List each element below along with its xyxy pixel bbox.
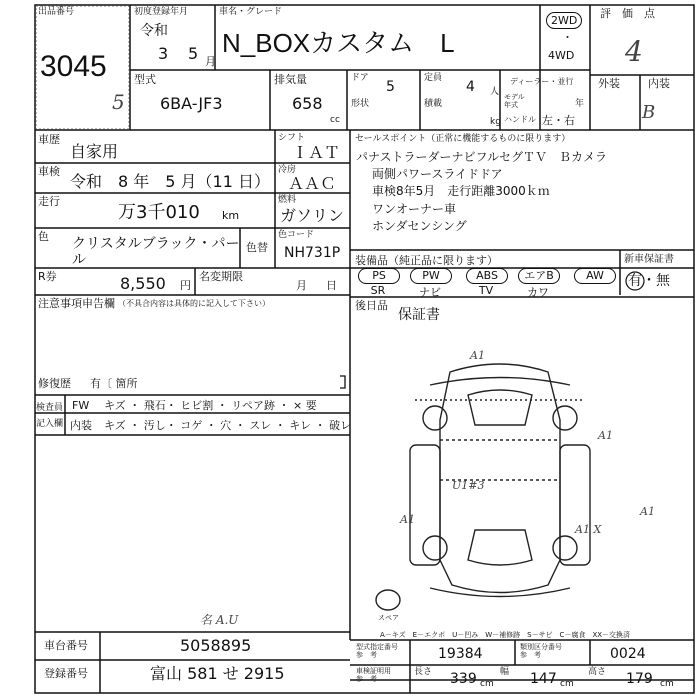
sales-point-line: 両側パワースライドドア	[372, 167, 503, 181]
doors-value: 5	[386, 79, 395, 95]
cert-label: 車検証明用 参 考	[356, 667, 391, 683]
shape-label: 形状	[351, 99, 370, 109]
displacement-label: 排気量	[274, 73, 307, 86]
damage-legend: A－キズ E－エクボ U－凹み W－補修跡 S－サビ C－腐食 XX－交換済	[380, 631, 631, 639]
lot-hand-mark: 5	[112, 90, 125, 114]
diagram-handwriting: 名 A.U	[200, 613, 239, 627]
capacity-unit: 人	[490, 87, 500, 97]
dealer-label: ディーラー・並行	[510, 77, 574, 86]
fuel-label: 燃料	[278, 195, 297, 205]
capacity-label: 定員	[424, 73, 443, 83]
inspector-fw-label: FW	[72, 399, 90, 412]
history-label: 車歴	[38, 133, 60, 146]
inspector-label-1: 検査員	[36, 403, 64, 413]
mileage-unit: km	[222, 209, 240, 222]
displacement-unit: cc	[330, 115, 340, 125]
height-value: 179	[626, 671, 653, 687]
grade-label: 車名・グレード	[219, 7, 283, 17]
equipment-tv: TV	[478, 284, 494, 297]
plate-label: 登録番号	[44, 667, 88, 680]
warranty-label: 新車保証書	[624, 254, 674, 265]
inspection-label: 車検	[38, 165, 60, 178]
equipment-pw: PW	[410, 268, 452, 284]
inspector-interior-row: キズ ・ 汚し・ コゲ ・ 穴 ・ スレ ・ キレ ・ 破レ	[104, 419, 352, 432]
length-unit: cm	[480, 679, 494, 689]
model-year-unit: 年	[575, 99, 585, 109]
load-unit: kg	[490, 117, 501, 127]
equipment-aw: AW	[574, 268, 616, 284]
color-code-value: NH731P	[284, 245, 341, 261]
width-unit: cm	[560, 679, 574, 689]
grade-value: N_BOXカスタム L	[222, 28, 455, 58]
diagram-spare-label: スペア	[378, 614, 399, 622]
repair-value: 有〔 箇所	[90, 377, 138, 390]
sales-points-label: セールスポイント（正常に機能するものに限ります）	[355, 134, 571, 144]
diagram-note: U1#3	[452, 479, 485, 492]
diagram-note: A1 X	[575, 523, 602, 536]
type-no-label: 型式指定番号 参 考	[356, 643, 398, 659]
width-value: 147	[530, 671, 557, 687]
drive-sep: ・	[562, 31, 573, 44]
equipment-leather: カワ	[527, 286, 549, 299]
diagram-wheel	[553, 536, 577, 560]
manual-expiry-label: 名変期限	[199, 270, 243, 283]
manual-expiry-month: 月	[296, 279, 307, 292]
exterior-label: 外装	[598, 77, 620, 90]
registration-era: 令和	[140, 23, 168, 39]
diagram-spare	[376, 590, 400, 610]
plate-value: 富山 581 せ 2915	[150, 664, 285, 683]
inspector-interior-label: 内装	[70, 419, 92, 432]
class-no-label: 類別区分番号 参 考	[520, 643, 562, 659]
manual-expiry-day: 日	[326, 279, 337, 292]
color-swap-label: 色替	[246, 241, 268, 254]
inspection-value: 令和 8 年 5 月（11 日）	[70, 172, 270, 191]
fuel-value: ガソリン	[280, 206, 345, 225]
diagram-note: A1	[470, 349, 485, 362]
height-unit: cm	[660, 679, 674, 689]
model-year-label: モデル 年式	[504, 93, 525, 109]
ac-label: 冷房	[278, 165, 297, 175]
recycle-value: 8,550	[120, 274, 166, 293]
equipment-sr: SR	[370, 284, 386, 297]
later-value: 保証書	[398, 307, 440, 323]
sales-point-line: ワンオーナー車	[372, 202, 457, 216]
sales-point-line: パナストラーダーナビフルセグＴＶ Ｂカメラ	[356, 150, 608, 164]
shift-label: シフト	[278, 133, 306, 143]
color-value: クリスタルブラック・パー ル	[72, 236, 240, 269]
diagram-windshield	[468, 390, 532, 425]
diagram-right-door	[560, 445, 590, 565]
sales-point-line: ホンダセンシング	[372, 219, 467, 233]
caution-note: （不具合内容は具体的に記入して下さい）	[118, 299, 270, 308]
recycle-unit: 円	[180, 279, 191, 292]
score-label: 評 価 点	[600, 7, 655, 20]
score-value: 4	[625, 35, 643, 68]
chassis-label: 車台番号	[44, 639, 88, 652]
registration-label: 初度登録年月	[134, 7, 189, 17]
drive-4wd: 4WD	[548, 49, 575, 62]
recycle-label: R券	[38, 270, 57, 283]
model-label: 型式	[134, 73, 156, 86]
warranty-value: 有・無	[628, 273, 670, 289]
sales-point-line: 車検8年5月 走行距離3000ｋｍ	[372, 184, 550, 198]
diagram-note: A1	[598, 429, 613, 442]
diagram-note: A1	[640, 505, 655, 518]
equipment-label: 装備品（純正品に限ります）	[355, 254, 498, 267]
load-label: 積載	[424, 99, 443, 109]
shift-value: ＩＡＴ	[292, 143, 341, 162]
doors-label: ドア	[351, 73, 369, 83]
drive-2wd: 2WD	[546, 12, 582, 29]
diagram-note: A1	[400, 513, 415, 526]
length-label: 長さ	[414, 667, 433, 677]
history-value: 自家用	[70, 142, 119, 161]
mileage-value: 万3千010	[118, 202, 200, 223]
lot-label: 出品番号	[38, 7, 75, 17]
equipment-abs: ABS	[466, 268, 508, 284]
interior-label: 内装	[648, 77, 670, 90]
color-code-label: 色コード	[278, 230, 315, 240]
handle-label: ハンドル	[504, 115, 536, 124]
equipment-ps: PS	[358, 268, 400, 284]
diagram-rear-window	[468, 530, 532, 565]
capacity-value: 4	[466, 79, 475, 95]
lot-number: 3045	[40, 50, 107, 83]
height-label: 高さ	[588, 667, 607, 677]
caution-label: 注意事項申告欄	[38, 297, 115, 310]
model-value: 6BA-JF3	[160, 94, 223, 113]
mileage-label: 走行	[38, 195, 60, 208]
diagram-wheel	[423, 536, 447, 560]
registration-year: 3	[158, 44, 169, 63]
inspector-fw-row: キズ ・ 飛石・ ヒビ割 ・ リペア跡 ・ × 要	[104, 399, 317, 412]
class-no-value: 0024	[610, 646, 646, 662]
registration-month: 5	[188, 44, 199, 63]
chassis-value: 5058895	[180, 636, 252, 655]
color-label: 色	[38, 230, 49, 243]
displacement-value: 658	[292, 94, 323, 113]
interior-value: B	[642, 102, 656, 123]
ac-value: ＡＡＣ	[288, 174, 337, 193]
diagram-wheel	[423, 406, 447, 430]
inspector-label-2: 記入欄	[36, 419, 64, 429]
length-value: 339	[450, 671, 477, 687]
type-no-value: 19384	[438, 646, 483, 662]
diagram-wheel	[553, 406, 577, 430]
registration-month-unit: 月	[205, 55, 216, 68]
handle-value: 左・右	[542, 114, 575, 127]
equipment-navi: ナビ	[419, 286, 441, 299]
repair-label: 修復歴	[38, 377, 71, 390]
equipment-airbag: エアB	[518, 268, 560, 284]
diagram-left-door	[410, 445, 440, 565]
width-label: 幅	[500, 667, 510, 677]
later-label: 後日品	[355, 299, 388, 312]
